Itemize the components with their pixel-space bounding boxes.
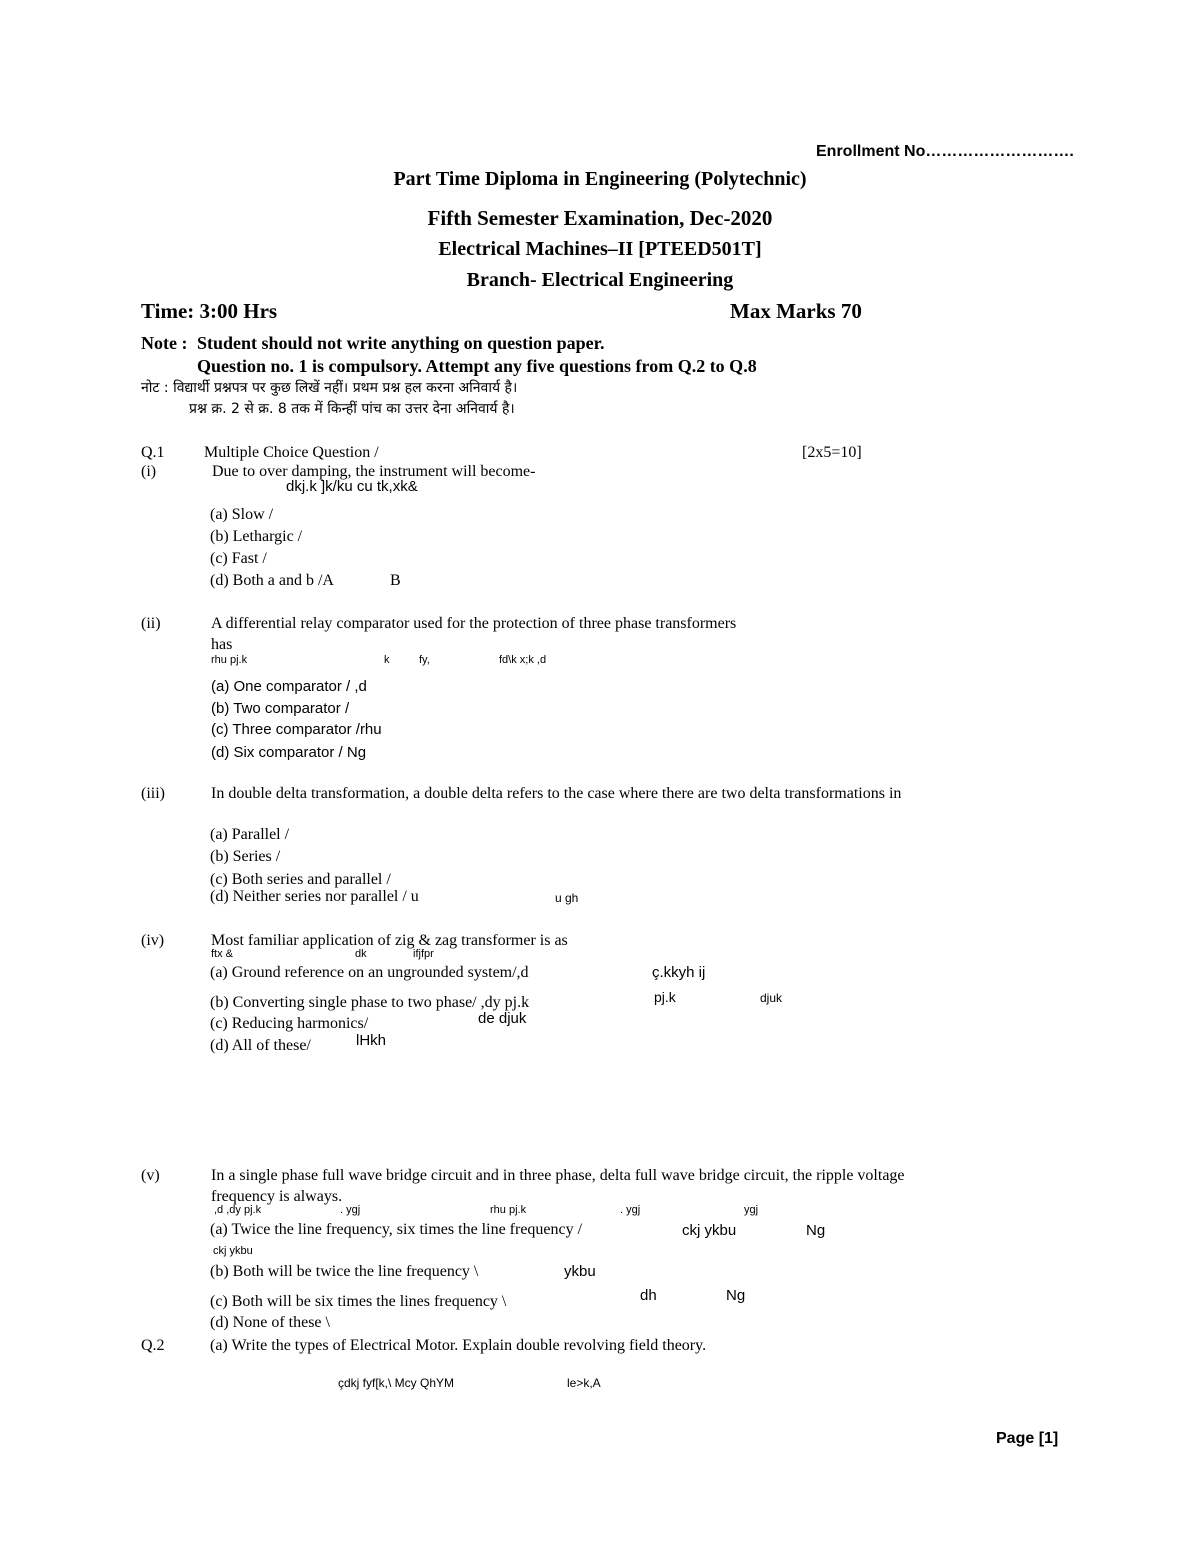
q1-v-option-d: (d) None of these \	[210, 1314, 330, 1331]
q1-v-option-c: (c) Both will be six times the lines frequency \	[210, 1293, 507, 1310]
q1-v-hindi-3: rhu pj.k	[490, 1204, 527, 1216]
q1-iv-option-d-extra: lHkh	[356, 1032, 387, 1049]
q1-ii-text-2: has	[211, 636, 233, 653]
q2-hindi-2: le>k,A	[567, 1376, 601, 1390]
q1-iv-option-a-extra: ç.kkyh ij	[652, 964, 706, 981]
q1-ii-option-c: (c) Three comparator /rhu	[211, 721, 382, 738]
q1-ii-hindi-3: fy,	[419, 654, 430, 666]
exam-semester: Fifth Semester Examination, Dec-2020	[427, 206, 773, 230]
q1-ii-number: (ii)	[141, 615, 161, 632]
q1-v-text-2: frequency is always.	[211, 1188, 343, 1205]
q1-v-option-b: (b) Both will be twice the line frequency \	[210, 1263, 479, 1280]
note-line-1: Student should not write anything on question paper.	[197, 333, 605, 353]
q1-iii-option-d-extra: u gh	[555, 891, 579, 905]
q1-iii-option-a: (a) Parallel /	[210, 826, 290, 843]
q2-number: Q.2	[141, 1337, 165, 1354]
q2-text: (a) Write the types of Electrical Motor. Explain double revolving field theory.	[210, 1337, 707, 1354]
note-label: Note :	[141, 333, 188, 353]
q1-iii-option-c: (c) Both series and parallel /	[210, 871, 391, 888]
q1-v-option-a-extra-1: ckj ykbu	[682, 1222, 737, 1239]
q1-iv-option-c: (c) Reducing harmonics/	[210, 1015, 369, 1032]
note-line-2: Question no. 1 is compulsory. Attempt any five questions from Q.2 to Q.8	[197, 356, 757, 376]
max-marks: Max Marks 70	[730, 299, 862, 323]
q1-iv-hindi-1: ftx &	[211, 948, 234, 960]
q1-v-hindi-4: . ygj	[620, 1204, 641, 1216]
q1-iv-text: Most familiar application of zig & zag transformer is as	[211, 932, 568, 949]
exam-title: Part Time Diploma in Engineering (Polytechnic)	[393, 168, 807, 190]
subject-title: Electrical Machines–II [PTEED501T]	[438, 238, 762, 260]
q1-ii-hindi-1: rhu pj.k	[211, 654, 248, 666]
exam-time: Time: 3:00 Hrs	[141, 299, 278, 323]
q1-iii-option-d: (d) Neither series nor parallel / u	[210, 888, 419, 905]
q1-iv-option-b: (b) Converting single phase to two phase/ ,dy pj.k	[210, 994, 530, 1011]
q1-ii-hindi-2: k	[384, 654, 390, 666]
note-hindi-1: नोट : विद्यार्थी प्रश्नपत्र पर कुछ लिखें नहीं। प्रथम प्रश्न हल करना अनिवार्य है।	[141, 380, 518, 396]
branch-title: Branch- Electrical Engineering	[466, 269, 734, 291]
q1-iii-text: In double delta transformation, a double delta refers to the case where there are two delta transformations in	[211, 785, 902, 802]
q1-title: Multiple Choice Question /	[204, 444, 379, 461]
note-hindi-2: प्रश्न क्र. 2 से क्र. 8 तक में किन्हीं पांच का उत्तर देना अनिवार्य है।	[189, 401, 515, 417]
q1-number: Q.1	[141, 444, 165, 461]
q1-iii-option-b: (b) Series /	[210, 848, 281, 865]
q2-hindi-1: çdkj fyf[k,\ Mcy QhYM	[338, 1376, 455, 1390]
q1-iii-number: (iii)	[141, 785, 165, 802]
q1-v-number: (v)	[141, 1167, 160, 1184]
q1-i-text: Due to over damping, the instrument will become-	[212, 463, 536, 480]
q1-v-option-c-extra-2: Ng	[726, 1287, 746, 1304]
q1-i-hindi: dkj.k ]k/ku cu tk,xk&	[286, 478, 418, 495]
q1-iv-option-d: (d) All of these/	[210, 1037, 311, 1054]
q1-v-hindi-1: ,d ,dy pj.k	[214, 1204, 262, 1216]
q1-v-hindi-2: . ygj	[340, 1204, 361, 1216]
q1-iv-option-c-extra: de djuk	[478, 1010, 527, 1027]
q1-iv-option-b-extra-2: djuk	[760, 991, 783, 1005]
q1-i-number: (i)	[141, 463, 157, 480]
page-number: Page [1]	[996, 1430, 1059, 1447]
q1-v-option-a-sub: ckj ykbu	[213, 1245, 253, 1257]
q1-v-hindi-5: ygj	[744, 1204, 759, 1216]
q1-iv-option-a: (a) Ground reference on an ungrounded system/,d	[210, 964, 529, 981]
q1-i-option-d-extra: B	[390, 572, 401, 589]
q1-v-option-b-extra: ykbu	[564, 1263, 596, 1280]
q1-ii-text: A differential relay comparator used for the protection of three phase transformers	[211, 615, 737, 632]
q1-v-text: In a single phase full wave bridge circuit and in three phase, delta full wave bridge circuit, the ripple voltage	[211, 1167, 905, 1184]
q1-iv-hindi-3: ifjfpr	[413, 948, 434, 960]
q1-iv-number: (iv)	[141, 932, 165, 949]
q1-i-option-c: (c) Fast /	[210, 550, 267, 567]
q1-ii-option-b: (b) Two comparator /	[211, 700, 350, 717]
q1-v-option-a-extra-2: Ng	[806, 1222, 826, 1239]
q1-i-option-a: (a) Slow /	[210, 506, 274, 523]
q1-iv-hindi-2: dk	[355, 948, 367, 960]
q1-v-option-c-extra-1: dh	[640, 1287, 657, 1304]
q1-iv-option-b-extra-1: pj.k	[654, 989, 676, 1005]
q1-marks: [2x5=10]	[802, 444, 862, 461]
enrollment-number: Enrollment No……………………….	[816, 143, 1074, 160]
q1-i-option-d: (d) Both a and b /A	[210, 572, 334, 589]
q1-ii-option-d: (d) Six comparator / Ng	[211, 744, 367, 761]
q1-ii-option-a: (a) One comparator / ,d	[211, 678, 367, 695]
q1-i-option-b: (b) Lethargic /	[210, 528, 303, 545]
q1-v-option-a: (a) Twice the line frequency, six times the line frequency /	[210, 1221, 583, 1238]
q1-ii-hindi-4: fd\k x;k ,d	[499, 654, 547, 666]
